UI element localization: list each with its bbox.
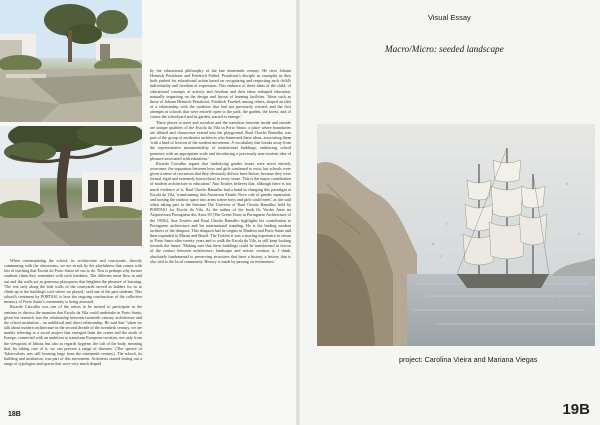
article-column-1 <box>4 258 142 366</box>
section-label: Visual Essay <box>428 13 471 22</box>
school-building-illustration <box>0 126 142 246</box>
body-paragraph: by the educational philosophy of the late nineteenth century. He cites Johann Heinrich Pestalozzi and Friedrich Fröbel. Pestalozzi's disciple as examples as they both pushed for educational action based on recognizing and respecting each child's individuality and freedom of expression. This embrace of these ideas of the child, of educational concepts of activity and freedom and their ideas reshaped education, naturally impacting on the design and layout of learning facilities. 'Ideas such as those of Johann Heinrich Pestalozzi, Friedrich Froebel, among others, shaped an idea of a relationship with the outdoors that had not previously existed, and the first attempts at schools that were entirely open to the park, the garden, the forest, and of course the schoolyard and its garden, started to emerge.' <box>150 68 291 120</box>
school-courtyard-photo <box>0 0 142 122</box>
body-paragraph: These places to meet and socialize and the transition between inside and outside are unique qualities of the Escola da Vila in Porto Santo: a place where boundaries are diluted and classrooms extend into the playground. Raul Chorão Ramalho was part of the group of modernist architects who harnessed these ideas, associating them 'with a kind of lexicon of the modern movement. A vocabulary that breaks away from the representative monumentality of institutional buildings, embracing school premises with an appropriate scale and introducing a previously non-existent idea of pleasure associated with education.' <box>150 119 291 161</box>
page-number-left: 18B <box>8 411 21 418</box>
essay-title: Macro/Micro: seeded landscape <box>385 44 504 54</box>
left-page <box>0 0 296 425</box>
ship-landscape-illustration <box>317 124 595 346</box>
body-paragraph: Ricardo Carvalho was one of the artists to be invited to participate in the seminar to discuss the mansion that Escola da Vila could undertake in Porto Santo, given his research into the relationship between twentieth century architecture and the school institution – an unbiblical and direct relationship. He said that "when we talk about modern architecture in the second decade of the twentieth century, we are mainly referring to a social project that emerged from the centre and the north of Europe, connected with an ambition to transform European societies, not only from the viewpoint of labour, but also as regards hygiene, the cult of the body, meaning that, by taking care of it, we can prevent a range of diseases.' (The spectre of Tuberculosis was still looming large from the nineteenth century). The school, its building and institution, was part of this movement. Architects started testing out a range of typologies and spaces that were very much shaped <box>4 304 142 367</box>
body-paragraph: Ricardo Carvalho argues that 'underlying gender issues were never entirely overcome: the separation between boys and girls continued to exist; but schools were given a sense of recreation that they obviously did not have before, because they were formal, rigid and extremely hierarchical in every sense. This is the major contribution of modern architecture to education.' Ana Tostões believes that, although there is not much evidence of it, Raul Chorão Ramalho had a hand in changing this paradigm at Escola da Vila, 'transforming that Ascension Estado Novo rule of gender separation, and turning the outdoor space into areas where boys and girls could meet,' as she said when taking part in the Seminar The Universe of Raul Chorão Ramalho, held by PORTAS1 for Escola da Vila. As the author of the book Os Verdes Anos na Arquitectura Portuguesa dos Anos 50 [The Green Years in Portuguese Architecture of the 1950s], Ana Tostões and Raul Chorão Ramalho highlights his contribution to Portuguese architecture and his international standing. He is the leading modern architect of the diaspora. This diaspora had its origins in Madeira and Porto Santo and then expanded to Macau and Brazil. The Tostões it was a moving experience to return to Porto Santo after twenty years and to walk the Escola da Vila, to still keep looking towards the future. 'Making sure that these buildings could be transformed in favour of the contact between architecture, landscape and artistic creation is, I think, absolutely fundamental to preserving structures that have a history, a history that is also tied to the local community. History is made by passing on testimonies.' <box>150 160 291 264</box>
ship-landscape-artwork <box>317 124 595 346</box>
page-number-right: 19B <box>562 401 590 418</box>
school-courtyard-illustration <box>0 0 142 122</box>
project-credit: project: Carolina Vieira and Mariana Viegas <box>399 355 538 364</box>
school-building-photo <box>0 126 142 246</box>
article-column-2 <box>150 68 291 264</box>
body-paragraph: When contemplating the school, its architecture and courtyards, directly communing with the classrooms, we are struck by the playfulness that comes with lots of teaching that Escola do Porto Santo set out to do. This is perhaps why former students claim they remember with such fondness. The different areas flow in and out and the walls act as generous playspaces that heighten the pleasure of learning. 'The rest only along the side walls of the courtyards served as ladders for us to climb up to the building's roof where we played,' said one of the past students. This school's treatment by PORTAS1 is how the ongoing construction of the collective memory of Porto Santo's community is being assessed. <box>4 258 142 305</box>
